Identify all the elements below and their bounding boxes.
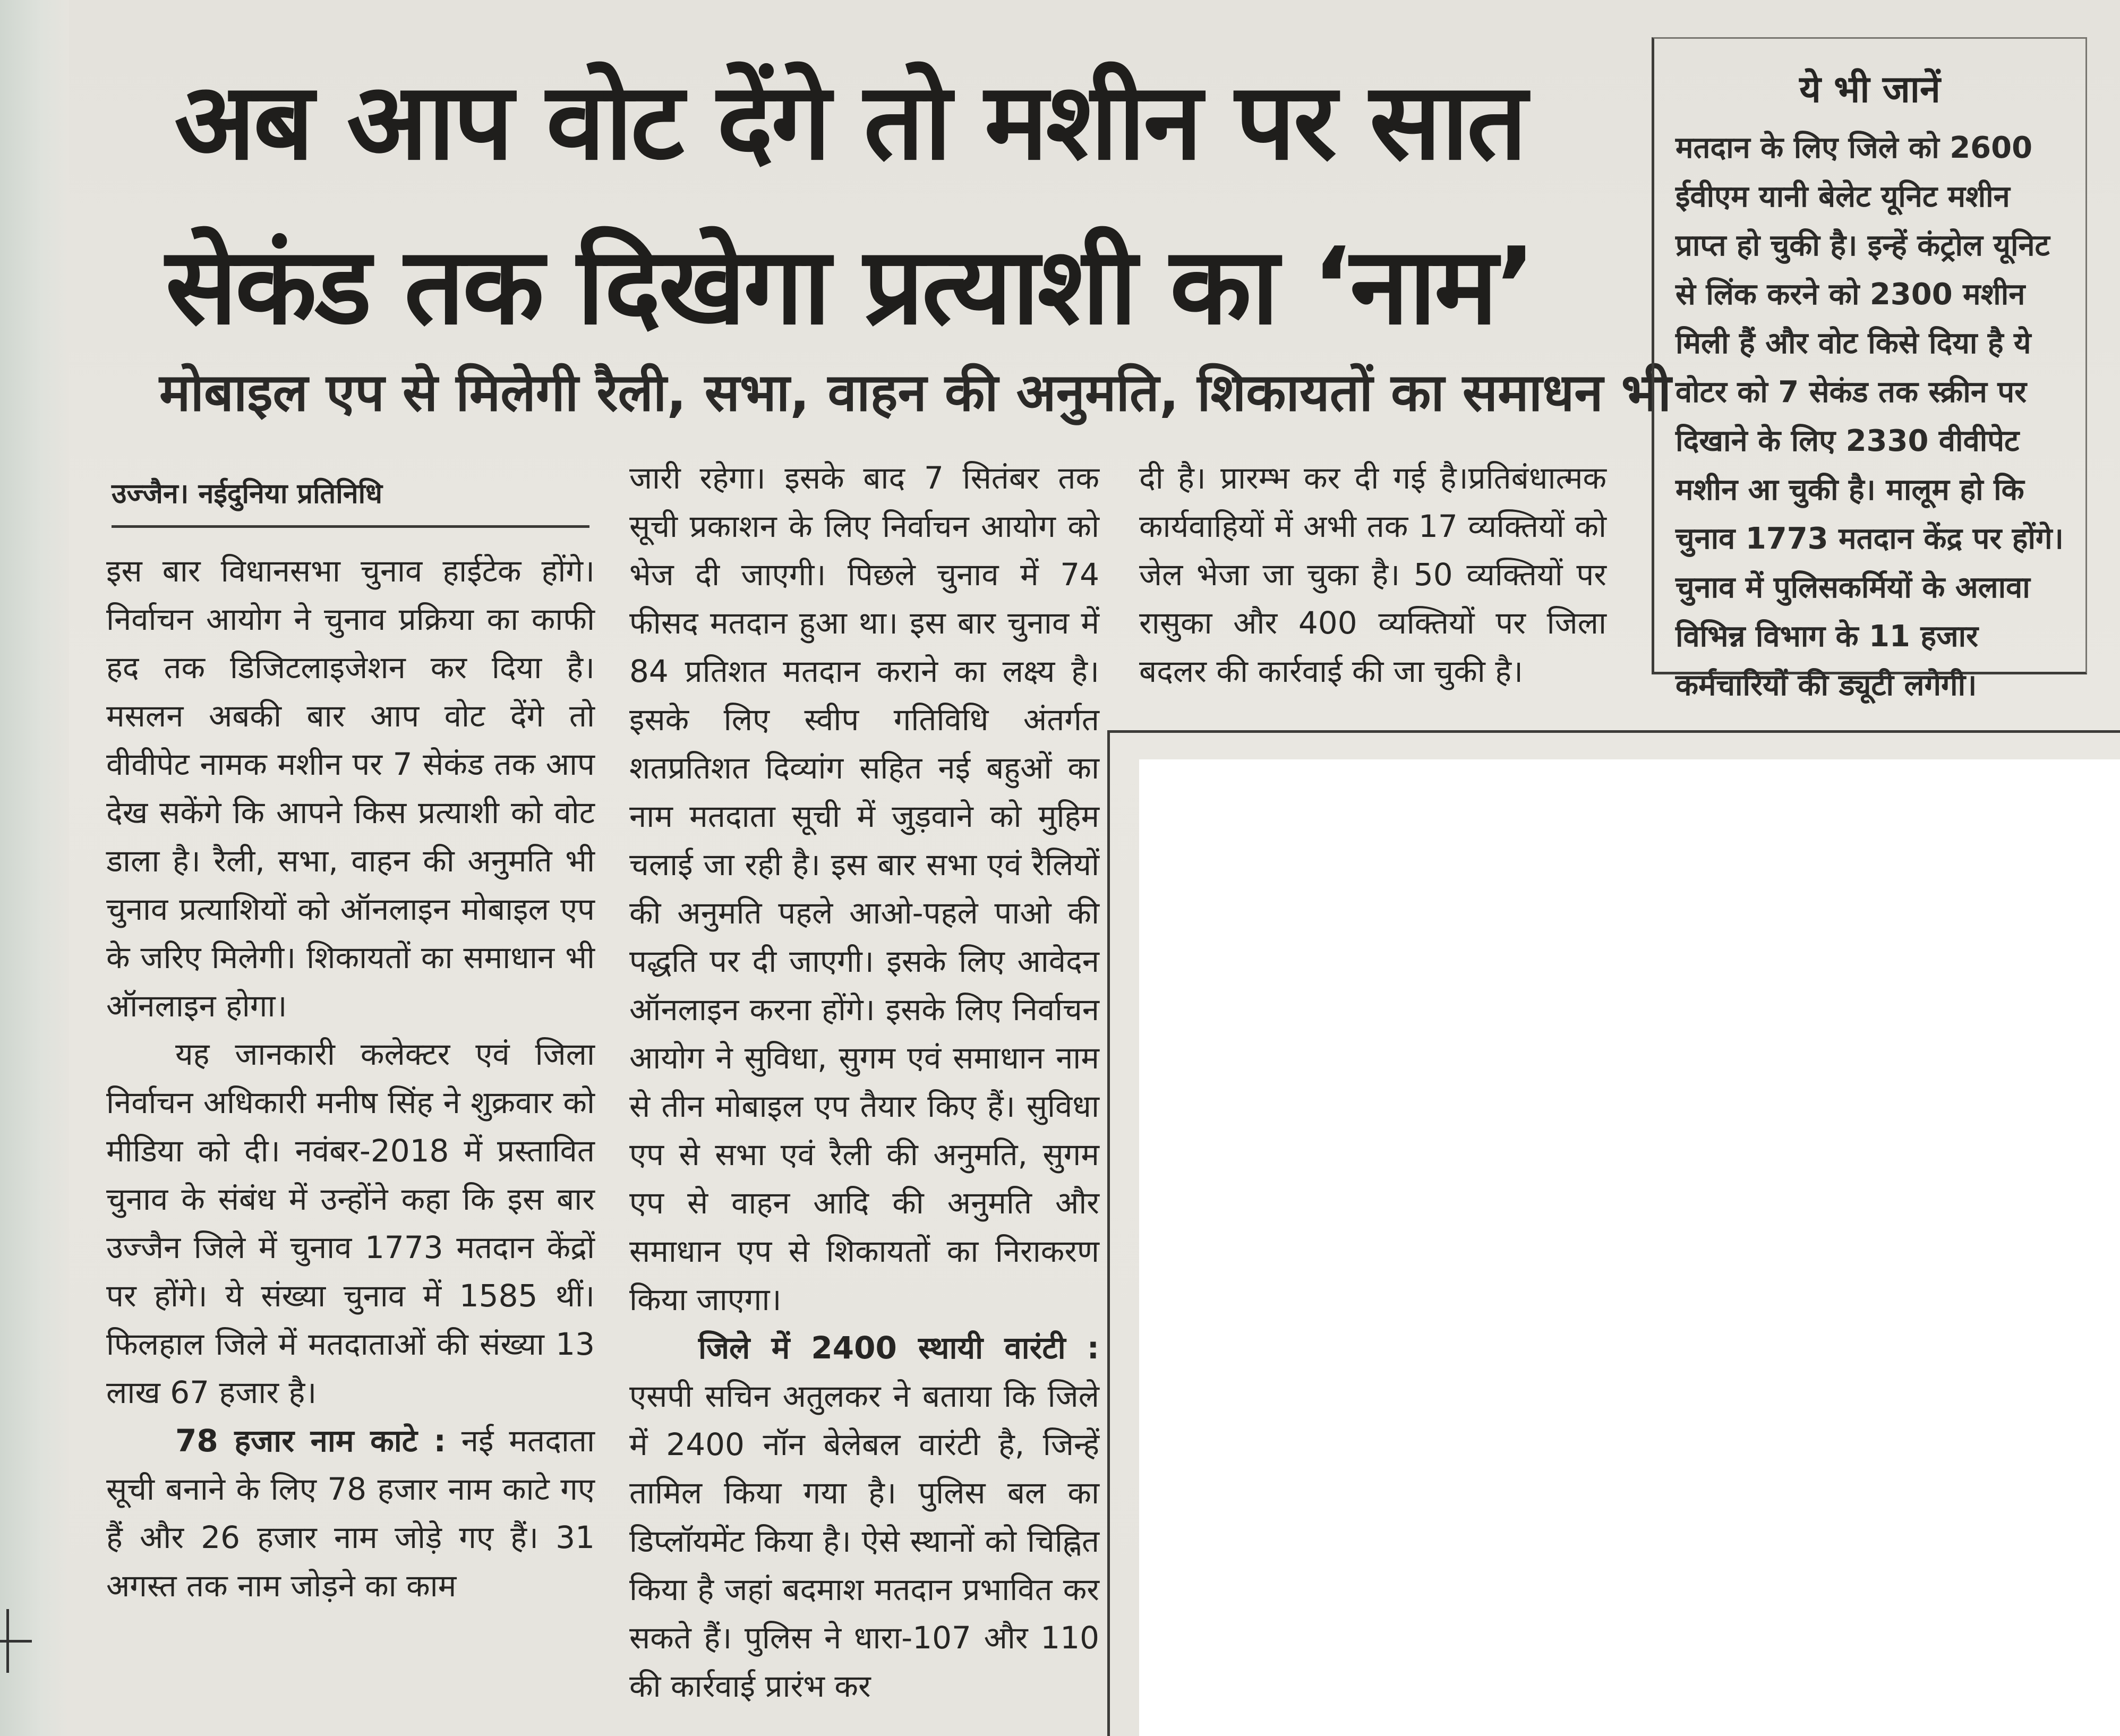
paragraph: इस बार विधानसभा चुनाव हाईटेक होंगे। निर्वाचन आयोग ने चुनाव प्रक्रिया का काफी हद तक डिजिटलाइजेशन कर दिया है। मसलन अबकी बार आप वोट देंगे तो वीवीपेट नामक मशीन पर 7 सेकंड तक आप देख सकेंगे कि आपने किस प्रत्याशी को वोट डाला है। रैली, सभा, वाहन की अनुमति भी चुनाव प्रत्याशियों को ऑनलाइन मोबाइल एप के जरिए मिलेगी। शिकायतों का समाधान भी ऑनलाइन होगा।	[106, 553, 595, 1024]
article-column-2	[629, 454, 1099, 1711]
blank-cutout-area	[1139, 759, 2120, 1736]
paragraph: दी है। प्रारम्भ कर दी गई है।प्रतिबंधात्मक कार्यवाहियों में अभी तक 17 व्यक्तियों को जेल भेजा जा चुका है। 50 व्यक्तियों पर रासुका और 400 व्यक्तियों पर जिला बदलर की कार्रवाई की जा चुकी है।	[1139, 460, 1606, 689]
headline-line-1: अब आप वोट देंगे तो मशीन पर सात	[174, 60, 1525, 184]
article-column-1	[106, 547, 595, 1610]
sidebar-text: मतदान के लिए जिले को 2600 ईवीएम यानी बेलेट यूनिट मशीन प्राप्त हो चुकी है। इन्हें कंट्रोल यूनिट से लिंक करने को 2300 मशीन मिली हैं और वोट किसे दिया है ये वोटर को 7 सेकंड तक स्क्रीन पर दिखाने के लिए 2330 वीवीपेट मशीन आ चुकी है। मालूम हो कि चुनाव 1773 मतदान केंद्र पर होंगे। चुनाव में पुलिसकर्मियों के अलावा विभिन्न विभाग के 11 हजार कर्मचारियों की ड्यूटी लगेगी।	[1676, 131, 2064, 703]
article-column-3	[1139, 454, 1606, 696]
subheading: जिले में 2400 स्थायी वारंटी :	[698, 1330, 1099, 1366]
paragraph-text: एसपी सचिन अतुलकर ने बताया कि जिले में 2400 नॉन बेलेबल वारंटी है, जिन्हें तामिल किया गया है। पुलिस बल का डिप्लॉयमेंट किया है। ऐसे स्थानों को चिह्नित किया है जहां बदमाश मतदान प्रभावित कर सकते हैं। पुलिस ने धारा-107 और 110 की कार्रवाई प्रारंभ कर	[629, 1378, 1099, 1704]
crop-mark-icon	[0, 1609, 32, 1673]
subheading: 78 हजार नाम काटे :	[175, 1423, 446, 1459]
byline: उज्जैन। नईदुनिया प्रतिनिधि	[112, 470, 589, 528]
paragraph	[106, 1417, 595, 1610]
paragraph-text: नई मतदाता सूची बनाने के लिए 78 हजार नाम काटे गए हैं और 26 हजार नाम जोड़े गए हैं। 31 अगस्त तक नाम जोड़ने का काम	[106, 1423, 595, 1604]
page-left-edge	[0, 0, 69, 1736]
headline-line-2: सेकंड तक दिखेगा प्रत्याशी का ‘नाम’	[165, 225, 1534, 348]
section-divider-vertical	[1107, 730, 1110, 1736]
paragraph: यह जानकारी कलेक्टर एवं जिला निर्वाचन अधिकारी मनीष सिंह ने शुक्रवार को मीडिया को दी। नवंबर-2018 में प्रस्तावित चुनाव के संबंध में उन्होंने कहा कि इस बार उज्जैन जिले में चुनाव 1773 मतदान केंद्रों पर होंगे। ये संख्या चुनाव में 1585 थीं। फिलहाल जिले में मतदाताओं की संख्या 13 लाख 67 हजार है।	[106, 1036, 595, 1410]
info-sidebar-box	[1652, 37, 2087, 703]
section-divider-horizontal	[1107, 730, 2120, 733]
subheadline: मोबाइल एप से मिलेगी रैली, सभा, वाहन की अनुमति, शिकायतों का समाधन भी	[159, 363, 1672, 423]
sidebar-title: ये भी जानें	[1799, 67, 1941, 111]
paragraph: जारी रहेगा। इसके बाद 7 सितंबर तक सूची प्रकाशन के लिए निर्वाचन आयोग को भेज दी जाएगी। पिछले चुनाव में 74 फीसद मतदान हुआ था। इस बार चुनाव में 84 प्रतिशत मतदान कराने का लक्ष्य है। इसके लिए स्वीप गतिविधि अंतर्गत शतप्रतिशत दिव्यांग सहित नई बहुओं का नाम मतदाता सूची में जुड़वाने को मुहिम चलाई जा रही है। इस बार सभा एवं रैलियों की अनुमति पहले आओ-पहले पाओ की पद्धति पर दी जाएगी। इसके लिए आवेदन ऑनलाइन करना होंगे। इसके लिए निर्वाचन आयोग ने सुविधा, सुगम एवं समाधान नाम से तीन मोबाइल एप तैयार किए हैं। सुविधा एप से सभा एवं रैली की अनुमति, सुगम एप से वाहन आदि की अनुमति और समाधान एप से शिकायतों का निराकरण किया जाएगा।	[629, 460, 1100, 1318]
paragraph	[629, 1324, 1099, 1711]
